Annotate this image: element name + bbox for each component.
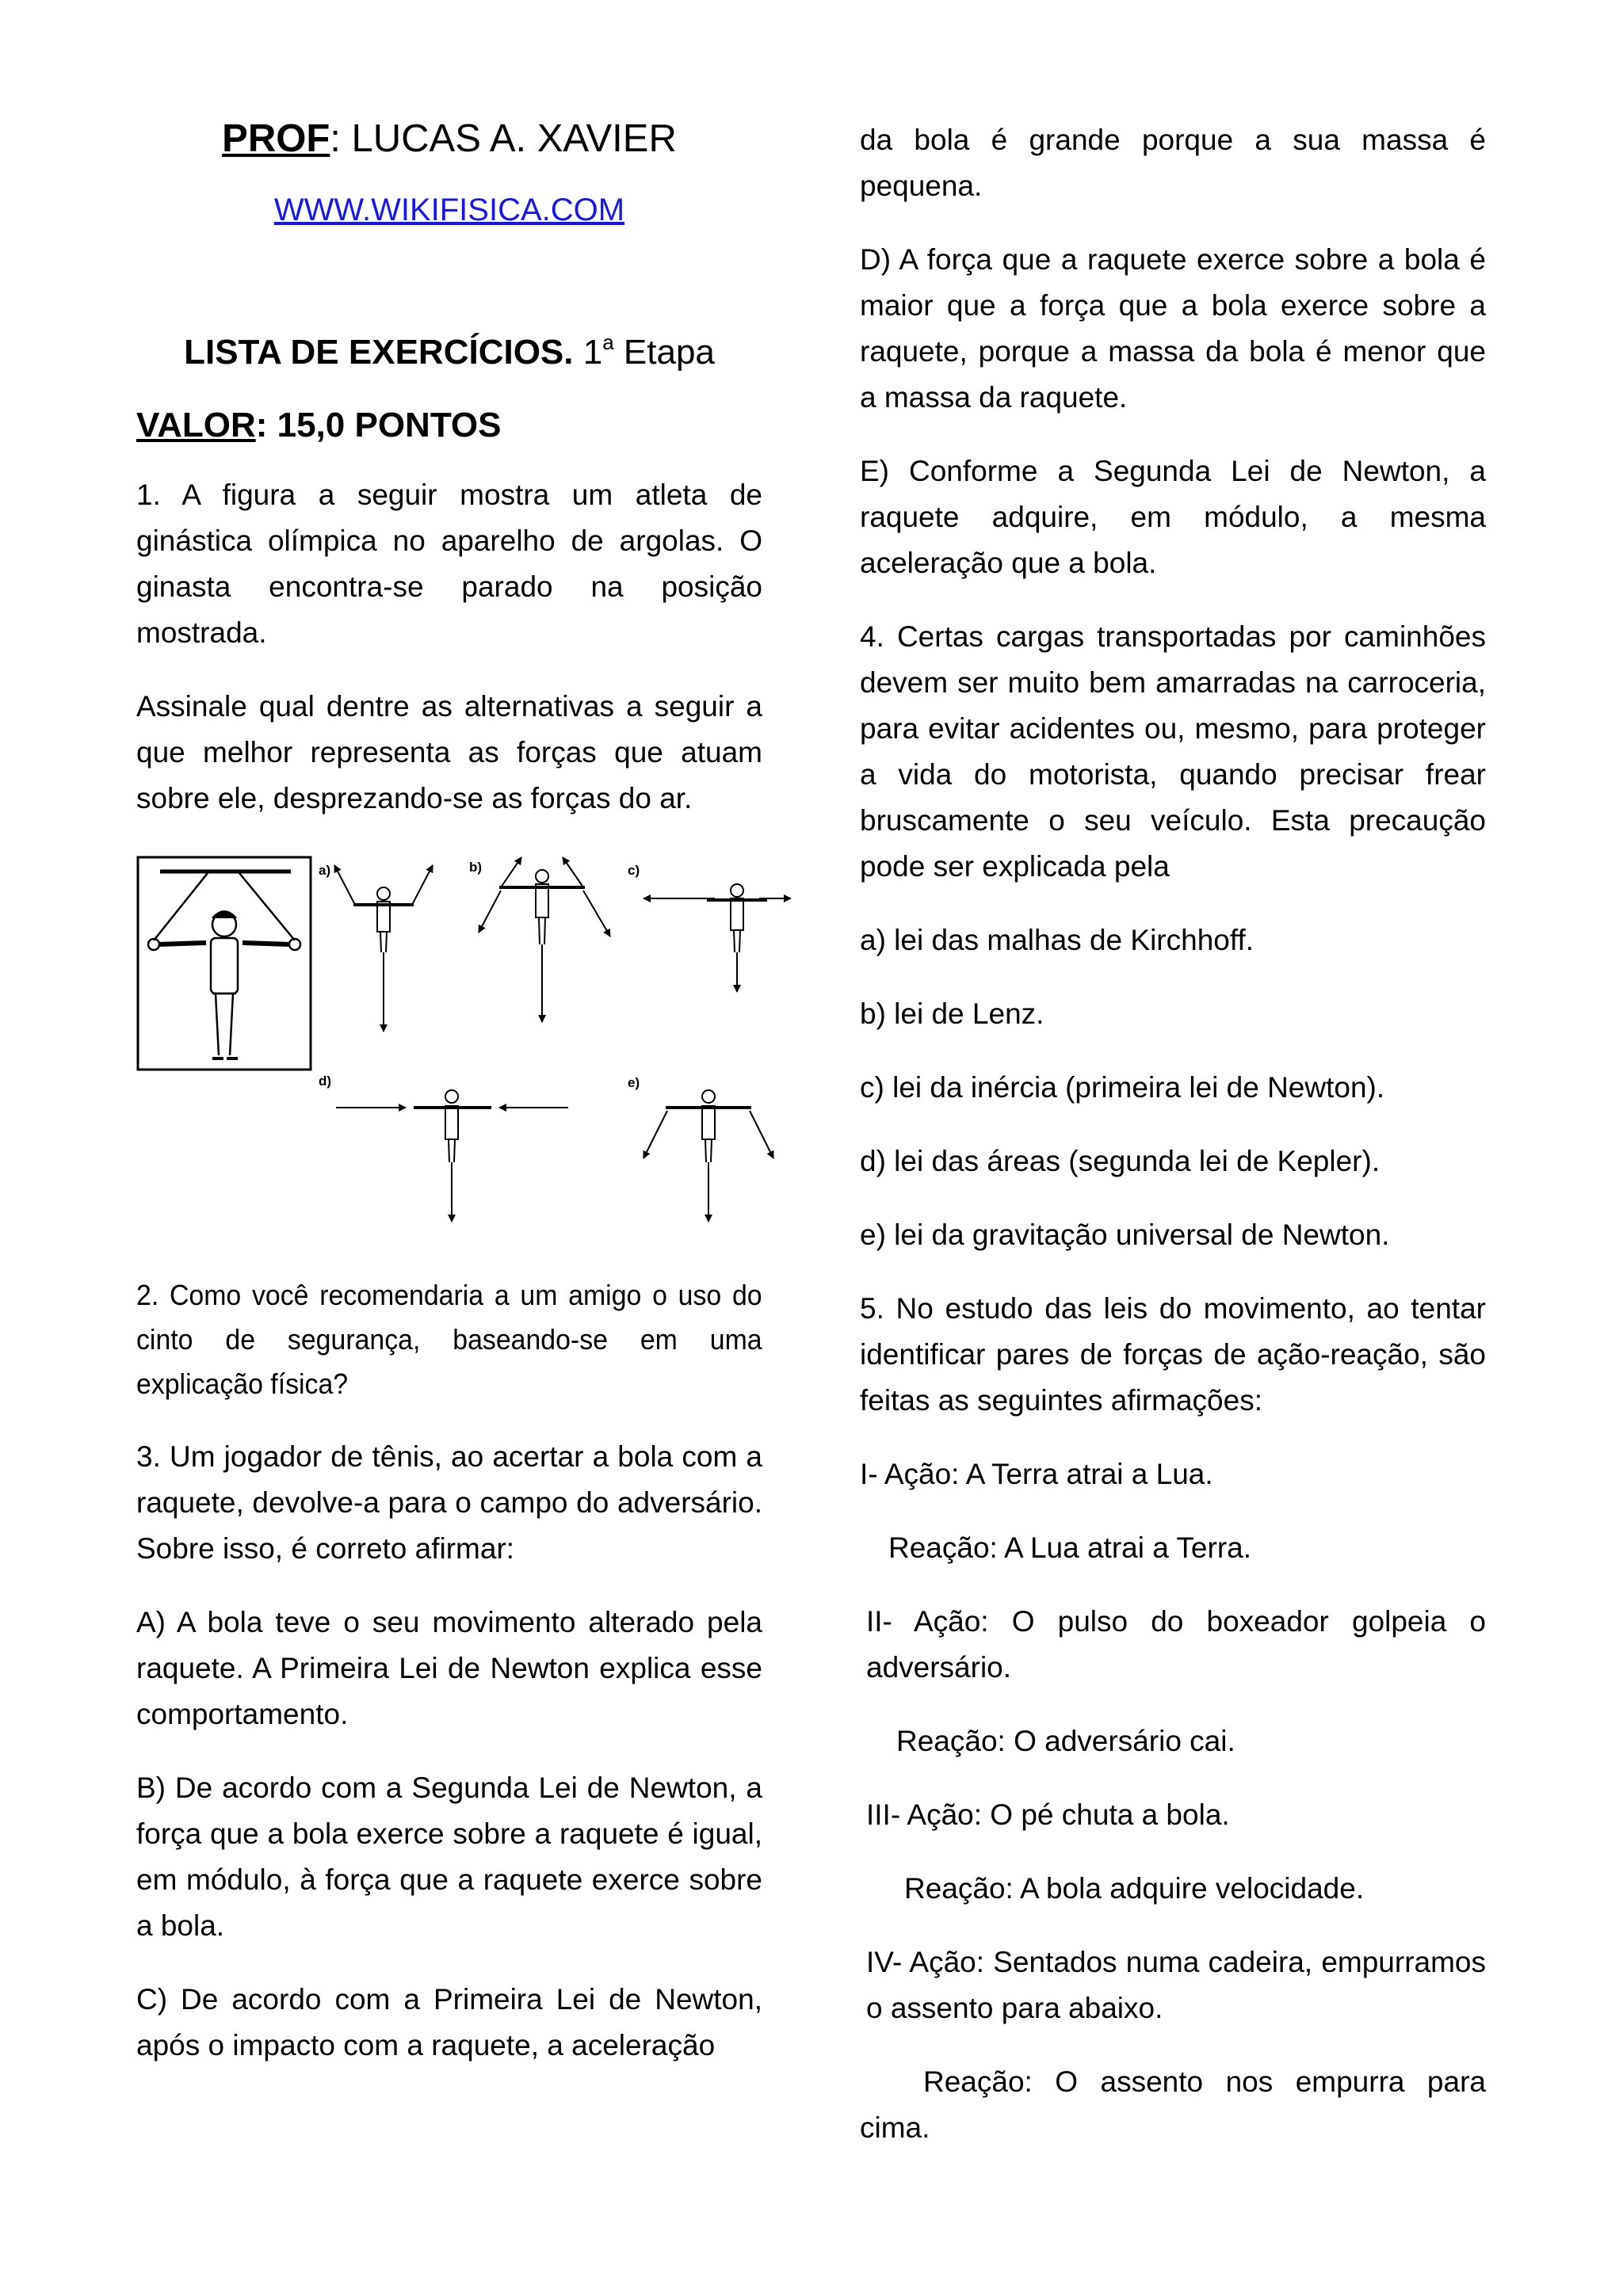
- q4-option-a: a) lei das malhas de Kirchhoff.: [860, 924, 1254, 956]
- website-link[interactable]: WWW.WIKIFISICA.COM: [273, 193, 625, 227]
- stage-number: 1: [582, 333, 603, 372]
- force-diagram-a: [334, 865, 433, 1032]
- list-title-text: LISTA DE EXERCÍCIOS.: [184, 333, 574, 372]
- q4-option-b: b) lei de Lenz.: [860, 997, 1044, 1030]
- teacher-heading: [136, 111, 762, 166]
- q2-statement: 2. Como você recomendaria a um amigo o uso do cinto de segurança, baseando-se em uma explicação física?: [136, 1279, 762, 1400]
- force-diagram-c: [643, 884, 791, 992]
- q5-iv-reaction: Reação: O assento nos empurra para cima.: [860, 2065, 1486, 2144]
- q5-iii-action: III- Ação: O pé chuta a bola.: [866, 1798, 1230, 1831]
- q1-statement: 1. A figura a seguir mostra um atleta de ginástica olímpica no aparelho de argolas. O ginasta encontra-se parado na posição mostrada.: [136, 479, 762, 649]
- q3-option-c-end: da bola é grande porque a sua massa é pequena.: [860, 124, 1486, 202]
- q1-figure: [136, 849, 794, 1230]
- figure-label-b: b): [469, 860, 483, 875]
- q5-ii-reaction: Reação: O adversário cai.: [896, 1725, 1235, 1757]
- q5-ii-action: II- Ação: O pulso do boxeador golpeia o adversário.: [866, 1605, 1486, 1684]
- q1-instruction: Assinale qual dentre as alternativas a seguir a que melhor representa as forças que atuam sobre ele, desprezando-se as forças do ar.: [136, 690, 762, 814]
- q3-option-c-start: C) De acordo com a Primeira Lei de Newton, após o impacto com a raquete, a aceleração: [136, 1983, 762, 2061]
- q4-statement: 4. Certas cargas transportadas por caminhões devem ser muito bem amarradas na carroceria, para evitar acidentes ou, mesmo, para proteger a vida do motorista, quando precisar frear bruscamente o seu veículo. Esta precaução pode ser explicada pela: [860, 620, 1486, 883]
- q4-option-c: c) lei da inércia (primeira lei de Newton).: [860, 1071, 1385, 1104]
- prof-label: PROF: [222, 117, 330, 160]
- force-diagram-e: [643, 1090, 773, 1222]
- figure-label-c: c): [628, 863, 640, 878]
- prof-name: : LUCAS A. XAVIER: [330, 117, 677, 160]
- q4-option-e: e) lei da gravitação universal de Newton.: [860, 1219, 1390, 1251]
- gymnast-force-diagrams: [136, 849, 794, 1230]
- q5-i-reaction: Reação: A Lua atrai a Terra.: [888, 1531, 1252, 1564]
- valor-label: VALOR: [136, 406, 256, 444]
- figure-label-e: e): [628, 1075, 640, 1090]
- left-column: [136, 111, 762, 2069]
- q3-statement: 3. Um jogador de tênis, ao acertar a bola com a raquete, devolve-a para o campo do adversário. Sobre isso, é correto afirmar:: [136, 1440, 762, 1565]
- q3-option-b: B) De acordo com a Segunda Lei de Newton, a força que a bola exerce sobre a raquete é igual, em módulo, à força que a raquete exerce sobre a bola.: [136, 1772, 762, 1942]
- q5-i-action: I- Ação: A Terra atrai a Lua.: [860, 1458, 1213, 1490]
- stage-word: Etapa: [613, 333, 715, 372]
- list-title: [136, 328, 762, 377]
- right-column: [860, 117, 1486, 2179]
- q3-option-e: E) Conforme a Segunda Lei de Newton, a raquete adquire, em módulo, a mesma aceleração que a bola.: [860, 455, 1486, 579]
- valor-heading: [136, 401, 762, 450]
- gymnast-rings-picture: [138, 857, 311, 1070]
- force-diagram-d: [336, 1090, 568, 1222]
- q3-option-a: A) A bola teve o seu movimento alterado pela raquete. A Primeira Lei de Newton explica esse comportamento.: [136, 1606, 762, 1730]
- q5-iv-action: IV- Ação: Sentados numa cadeira, empurramos o assento para abaixo.: [866, 1946, 1486, 2024]
- stage-superscript: a: [602, 330, 614, 354]
- valor-value: : 15,0 PONTOS: [255, 406, 502, 444]
- figure-label-d: d): [319, 1074, 332, 1089]
- figure-label-a: a): [319, 863, 331, 878]
- q5-iii-reaction: Reação: A bola adquire velocidade.: [904, 1872, 1365, 1905]
- figure-label-group: [319, 860, 640, 1090]
- force-diagram-b: [479, 857, 610, 1022]
- q3-option-d: D) A força que a raquete exerce sobre a bola é maior que a força que a bola exerce sobre a raquete, porque a massa da bola é menor que a massa da raquete.: [860, 243, 1486, 414]
- q5-statement: 5. No estudo das leis do movimento, ao tentar identificar pares de forças de ação-reação, são feitas as seguintes afirmações:: [860, 1292, 1486, 1417]
- q4-option-d: d) lei das áreas (segunda lei de Kepler).: [860, 1145, 1381, 1177]
